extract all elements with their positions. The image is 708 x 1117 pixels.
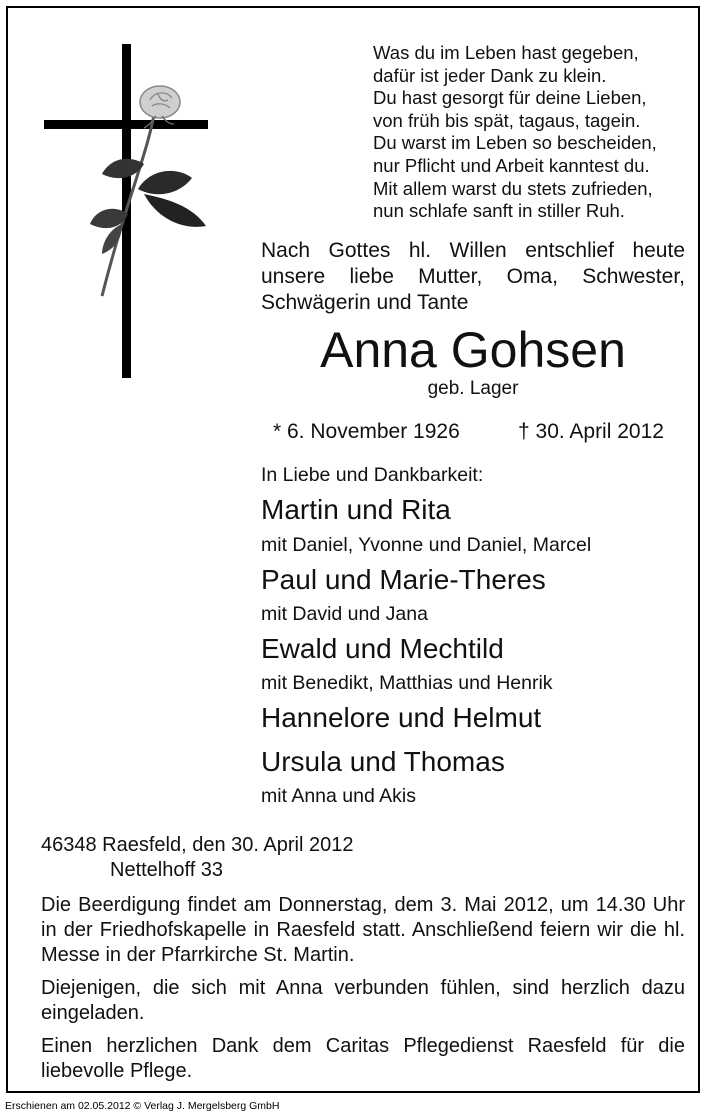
family-names: Paul und Marie-Theres <box>261 564 546 595</box>
rose-icon <box>88 74 218 304</box>
family-children: mit David und Jana <box>261 603 428 625</box>
poem-line: dafür ist jeder Dank zu klein. <box>373 64 607 86</box>
mourners-intro: In Liebe und Dankbarkeit: <box>261 464 484 486</box>
family-names: Martin und Rita <box>261 494 451 525</box>
poem-line: nun schlafe sanft in stiller Ruh. <box>373 200 625 222</box>
poem-line: Mit allem warst du stets zufrieden, <box>373 177 653 199</box>
family-children: mit Daniel, Yvonne und Daniel, Marcel <box>261 534 592 556</box>
family-names: Ursula und Thomas <box>261 746 505 777</box>
intro-text: Nach Gottes hl. Willen entschlief heute unsere liebe Mutter, Oma, Schwester, Schwägerin und Tante <box>261 239 685 314</box>
poem <box>373 42 657 223</box>
publication-footer: Erschienen am 02.05.2012 © Verlag J. Mergelsberg GmbH <box>5 1100 280 1112</box>
poem-line: Du warst im Leben so bescheiden, <box>373 132 657 154</box>
death-date: † 30. April 2012 <box>518 420 664 443</box>
family-children: mit Benedikt, Matthias und Henrik <box>261 672 553 694</box>
family-names: Ewald und Mechtild <box>261 633 504 664</box>
birth-date: * 6. November 1926 <box>273 420 460 443</box>
funeral-paragraph: Die Beerdigung findet am Donnerstag, dem 3. Mai 2012, um 14.30 Uhr in der Friedhofskapelle in Raesfeld statt. Anschließend feiern wir die hl. Messe in der Pfarrkirche St. Martin. <box>41 894 685 966</box>
poem-line: von früh bis spät, tagaus, tagein. <box>373 109 641 131</box>
poem-line: Was du im Leben hast gegeben, <box>373 42 639 63</box>
poem-line: Du hast gesorgt für deine Lieben, <box>373 87 647 109</box>
family-names: Hannelore und Helmut <box>261 702 542 733</box>
deceased-name: Anna Gohsen <box>320 322 626 378</box>
street-address: Nettelhoff 33 <box>110 859 224 881</box>
invitation-paragraph: Diejenigen, die sich mit Anna verbunden fühlen, sind herzlich dazu eingeladen. <box>41 977 685 1024</box>
place-date: 46348 Raesfeld, den 30. April 2012 <box>41 834 354 856</box>
poem-line: nur Pflicht und Arbeit kanntest du. <box>373 154 650 176</box>
maiden-name: geb. Lager <box>427 378 519 399</box>
obituary-frame <box>6 6 700 1093</box>
family-children: mit Anna und Akis <box>261 785 417 807</box>
thanks-paragraph: Einen herzlichen Dank dem Caritas Pflegedienst Raesfeld für die liebevolle Pflege. <box>41 1035 685 1082</box>
